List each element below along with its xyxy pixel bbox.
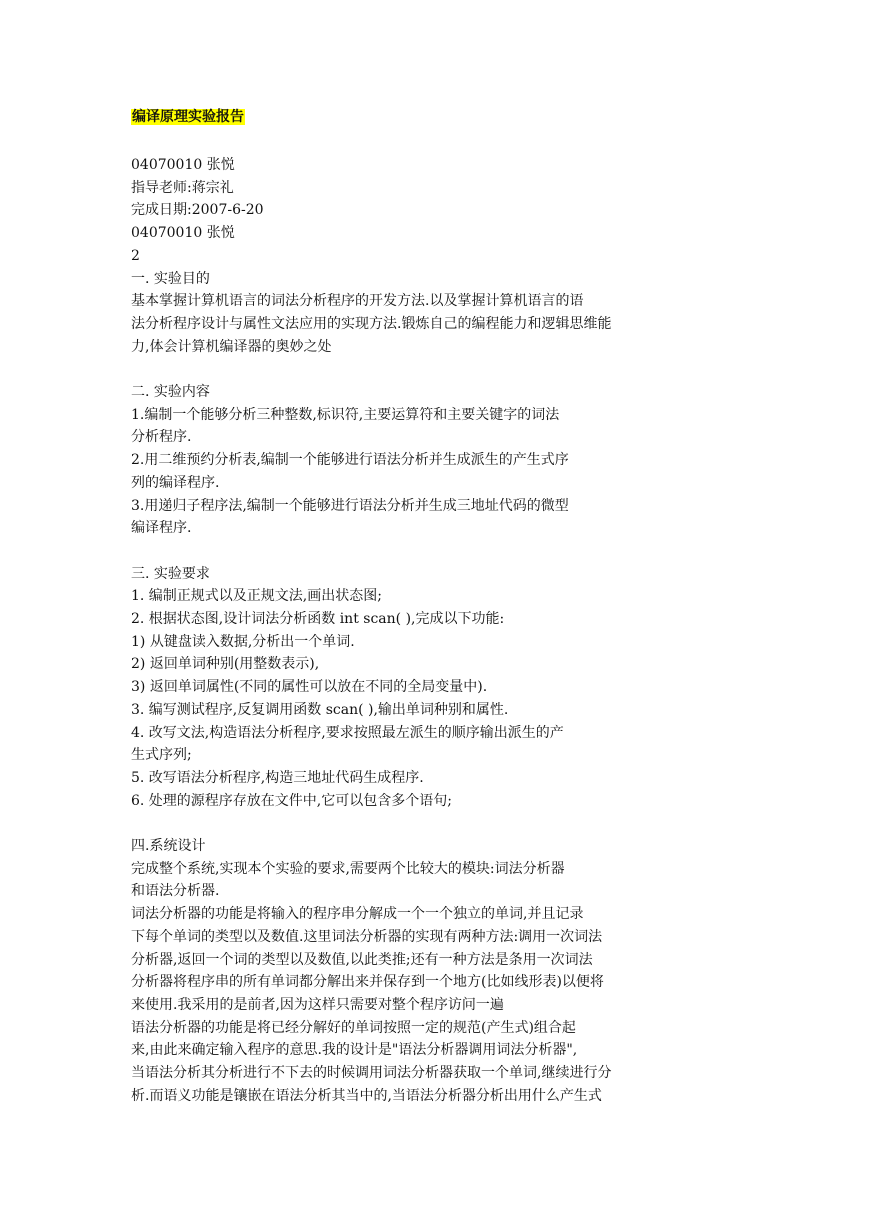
list-item: 3. 编写测试程序,反复调用函数 scan( ),输出单词种别和属性. bbox=[131, 701, 509, 718]
document-page bbox=[131, 104, 691, 1107]
student-id-line-repeat: 04070010 张悦 bbox=[131, 225, 235, 242]
blank-line bbox=[131, 540, 691, 563]
list-item: 6. 处理的源程序存放在文件中,它可以包含多个语句; bbox=[131, 792, 452, 809]
header-block bbox=[131, 154, 691, 268]
section-content bbox=[131, 381, 691, 540]
section-design bbox=[131, 835, 691, 1107]
paragraph-line: 法分析程序设计与属性文法应用的实现方法.锻炼自己的编程能力和逻辑思维能 bbox=[131, 315, 612, 332]
student-id-line: 04070010 张悦 bbox=[131, 157, 235, 173]
paragraph-line: 下每个单词的类型以及数值.这里词法分析器的实现有两种方法:调用一次词法 bbox=[131, 928, 603, 945]
paragraph-line: 编译程序. bbox=[131, 520, 192, 537]
blank-line bbox=[131, 358, 691, 381]
paragraph-line: 基本掌握计算机语言的词法分析程序的开发方法.以及掌握计算机语言的语 bbox=[131, 293, 584, 310]
paragraph-line: 分析器,返回一个词的类型以及数值,以此类推;还有一种方法是条用一次词法 bbox=[131, 951, 593, 968]
list-item: 2) 返回单词种别(用整数表示), bbox=[131, 656, 320, 673]
section-heading: 三. 实验要求 bbox=[131, 565, 210, 582]
list-item: 1) 从键盘读入数据,分析出一个单词. bbox=[131, 633, 355, 650]
section-requirements bbox=[131, 563, 691, 813]
paragraph-line: 2.用二维预约分析表,编制一个能够进行语法分析并生成派生的产生式序 bbox=[131, 452, 569, 469]
paragraph-line: 来,由此来确定输入程序的意思.我的设计是"语法分析器调用词法分析器", bbox=[131, 1042, 578, 1059]
list-item: 1. 编制正规式以及正规文法,画出状态图; bbox=[131, 588, 382, 605]
section-purpose bbox=[131, 268, 691, 359]
date-line: 完成日期:2007-6-20 bbox=[131, 202, 264, 219]
blank-line bbox=[131, 812, 691, 835]
paragraph-line: 当语法分析其分析进行不下去的时候调用词法分析器获取一个单词,继续进行分 bbox=[131, 1065, 612, 1082]
paragraph-line: 完成整个系统,实现本个实验的要求,需要两个比较大的模块:词法分析器 bbox=[131, 860, 565, 877]
paragraph-line: 1.编制一个能够分析三种整数,标识符,主要运算符和主要关键字的词法 bbox=[131, 406, 560, 423]
section-heading: 四.系统设计 bbox=[131, 838, 206, 855]
paragraph-line: 来使用.我采用的是前者,因为这样只需要对整个程序访问一遍 bbox=[131, 996, 504, 1013]
paragraph-line: 分析程序. bbox=[131, 429, 192, 446]
section-heading: 二. 实验内容 bbox=[131, 384, 210, 401]
paragraph-line: 析.而语义功能是镶嵌在语法分析其当中的,当语法分析器分析出用什么产生式 bbox=[131, 1087, 602, 1104]
advisor-line: 指导老师:蒋宗礼 bbox=[131, 179, 234, 196]
paragraph-line: 列的编译程序. bbox=[131, 474, 220, 491]
paragraph-line: 词法分析器的功能是将输入的程序串分解成一个一个独立的单词,并且记录 bbox=[131, 906, 584, 923]
list-item: 5. 改写语法分析程序,构造三地址代码生成程序. bbox=[131, 769, 424, 786]
paragraph-line: 3.用递归子程序法,编制一个能够进行语法分析并生成三地址代码的微型 bbox=[131, 497, 569, 514]
paragraph-line: 分析器将程序串的所有单词都分解出来并保存到一个地方(比如线形表)以便将 bbox=[131, 974, 604, 991]
document-title: 编译原理实验报告 bbox=[132, 109, 244, 125]
list-item: 4. 改写文法,构造语法分析程序,要求按照最左派生的顺序输出派生的产 bbox=[131, 724, 564, 741]
paragraph-line: 力,体会计算机编译器的奥妙之处 bbox=[131, 338, 332, 355]
list-item: 2. 根据状态图,设计词法分析函数 int scan( ),完成以下功能: bbox=[131, 611, 505, 628]
list-item: 生式序列; bbox=[131, 747, 192, 764]
title-line bbox=[131, 104, 691, 130]
section-heading: 一. 实验目的 bbox=[131, 270, 210, 287]
page-number-line: 2 bbox=[131, 247, 140, 264]
list-item: 3) 返回单词属性(不同的属性可以放在不同的全局变量中). bbox=[131, 679, 488, 696]
paragraph-line: 和语法分析器. bbox=[131, 883, 220, 900]
paragraph-line: 语法分析器的功能是将已经分解好的单词按照一定的规范(产生式)组合起 bbox=[131, 1019, 576, 1036]
